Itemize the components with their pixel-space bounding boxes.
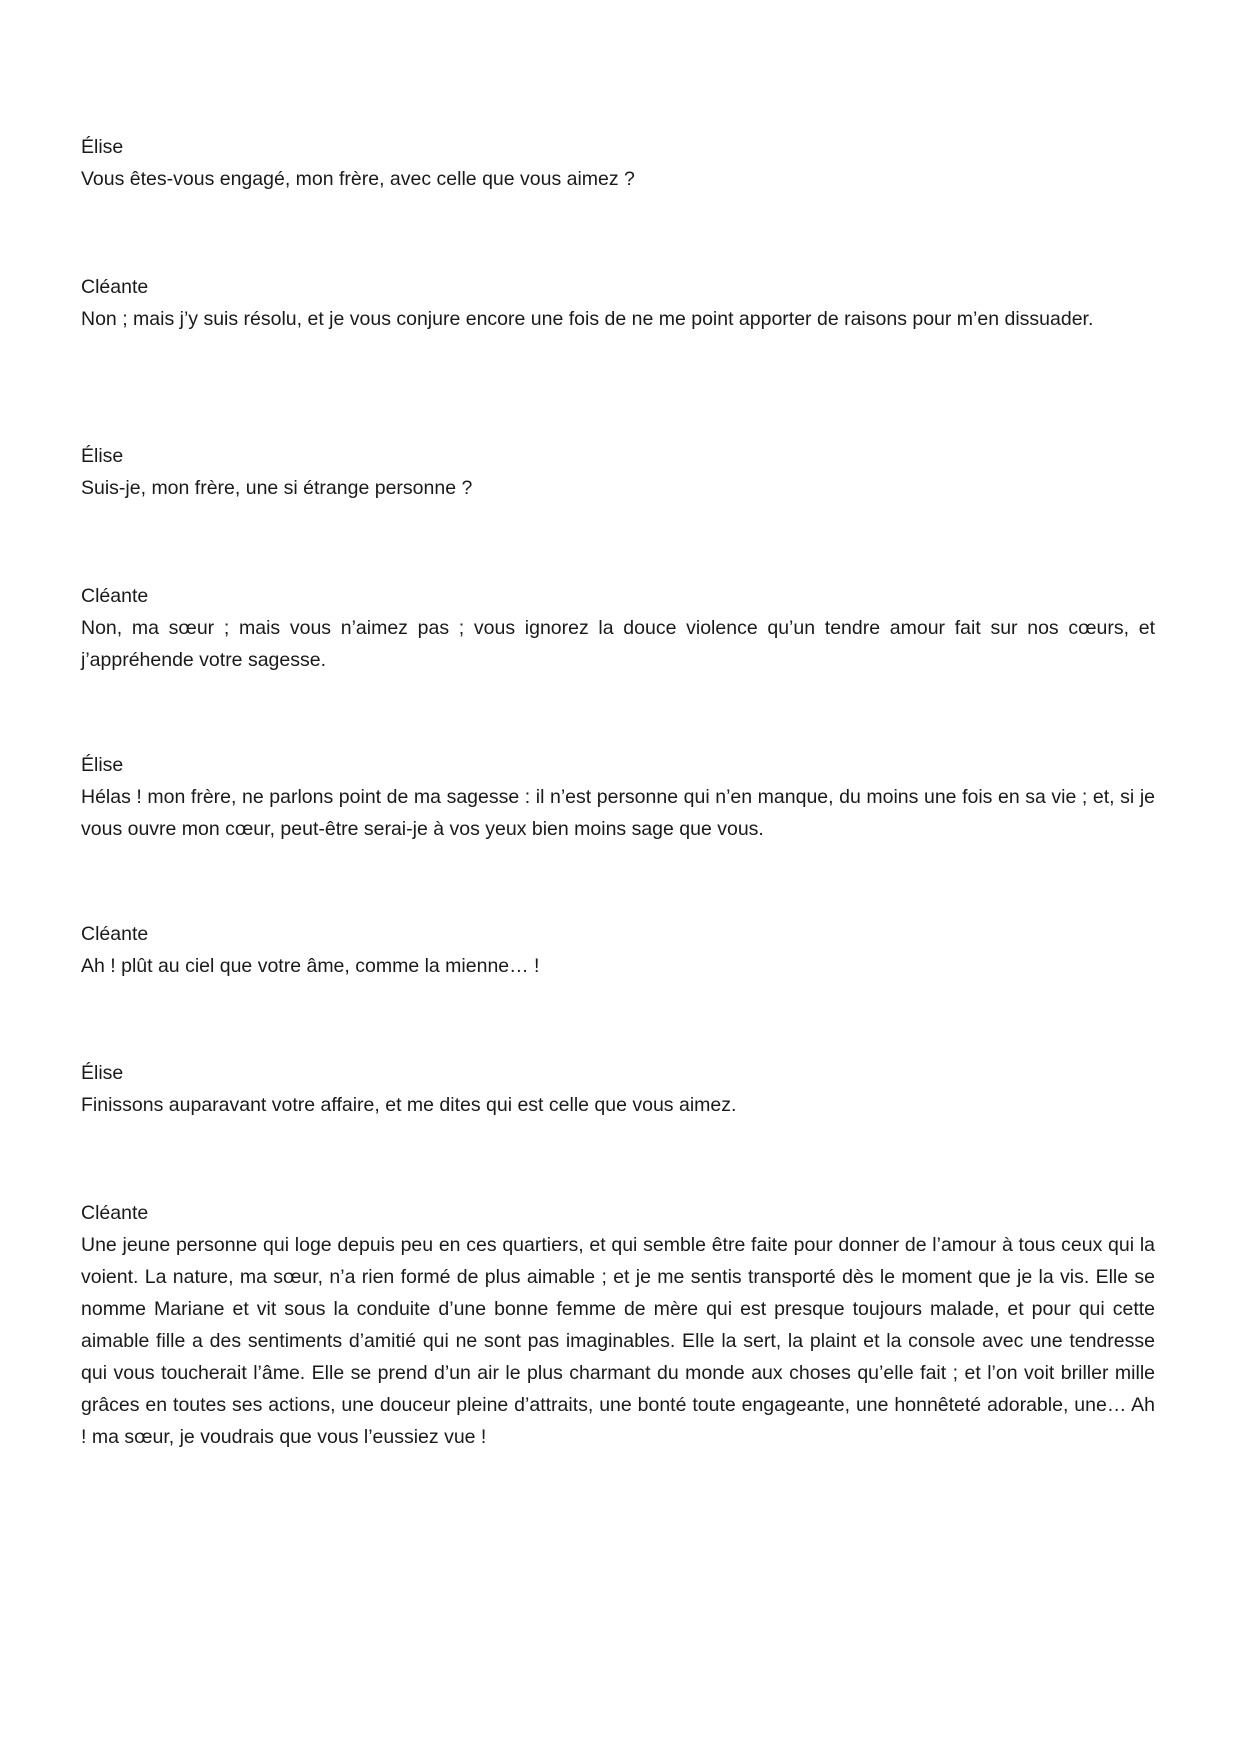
- dialogue-line: Non ; mais j’y suis résolu, et je vous conjure encore une fois de ne me point apporter de raisons pour m’en dissuader.: [81, 308, 1094, 330]
- dialogue-line: Suis-je, mon frère, une si étrange personne ?: [81, 477, 473, 499]
- dialogue-line: Hélas ! mon frère, ne parlons point de ma sagesse : il n’est personne qui n’en manque, du moins une fois en sa vie ; et, si je vous ouvre mon cœur, peut-être serai-je à vos yeux bien moins sage que vous.: [81, 786, 1155, 840]
- dialogue-line: Non, ma sœur ; mais vous n’aimez pas ; vous ignorez la douce violence qu’un tendre amour fait sur nos cœurs, et j’appréhende votre sagesse.: [81, 617, 1155, 671]
- speaker-name: Cléante: [81, 276, 149, 298]
- speaker-name: Cléante: [81, 1202, 149, 1224]
- speaker-name: Élise: [81, 136, 124, 158]
- dialogue-line: Vous êtes-vous engagé, mon frère, avec celle que vous aimez ?: [81, 168, 635, 190]
- dialogue-line: Finissons auparavant votre affaire, et me dites qui est celle que vous aimez.: [81, 1094, 737, 1116]
- speaker-name: Cléante: [81, 585, 149, 607]
- speaker-name: Élise: [81, 754, 124, 776]
- speaker-name: Élise: [81, 445, 124, 467]
- dialogue-line: Une jeune personne qui loge depuis peu en ces quartiers, et qui semble être faite pour donner de l’amour à tous ceux qui la voient. La nature, ma sœur, n’a rien formé de plus aimable ; et je me sentis transporté dès le moment que je la vis. Elle se nomme Mariane et vit sous la conduite d’une bonne femme de mère qui est presque toujours malade, et pour qui cette aimable fille a des sentiments d’amitié qui ne sont pas imaginables. Elle la sert, la plaint et la console avec une tendresse qui vous toucherait l’âme. Elle se prend d’un air le plus charmant du monde aux choses qu’elle fait ; et l’on voit briller mille grâces en toutes ses actions, une douceur pleine d’attraits, une bonté toute engageante, une honnêteté adorable, une… Ah ! ma sœur, je voudrais que vous l’eussiez vue !: [81, 1234, 1155, 1448]
- speaker-name: Cléante: [81, 923, 149, 945]
- speaker-name: Élise: [81, 1062, 124, 1084]
- dialogue-line: Ah ! plût au ciel que votre âme, comme la mienne… !: [81, 955, 540, 977]
